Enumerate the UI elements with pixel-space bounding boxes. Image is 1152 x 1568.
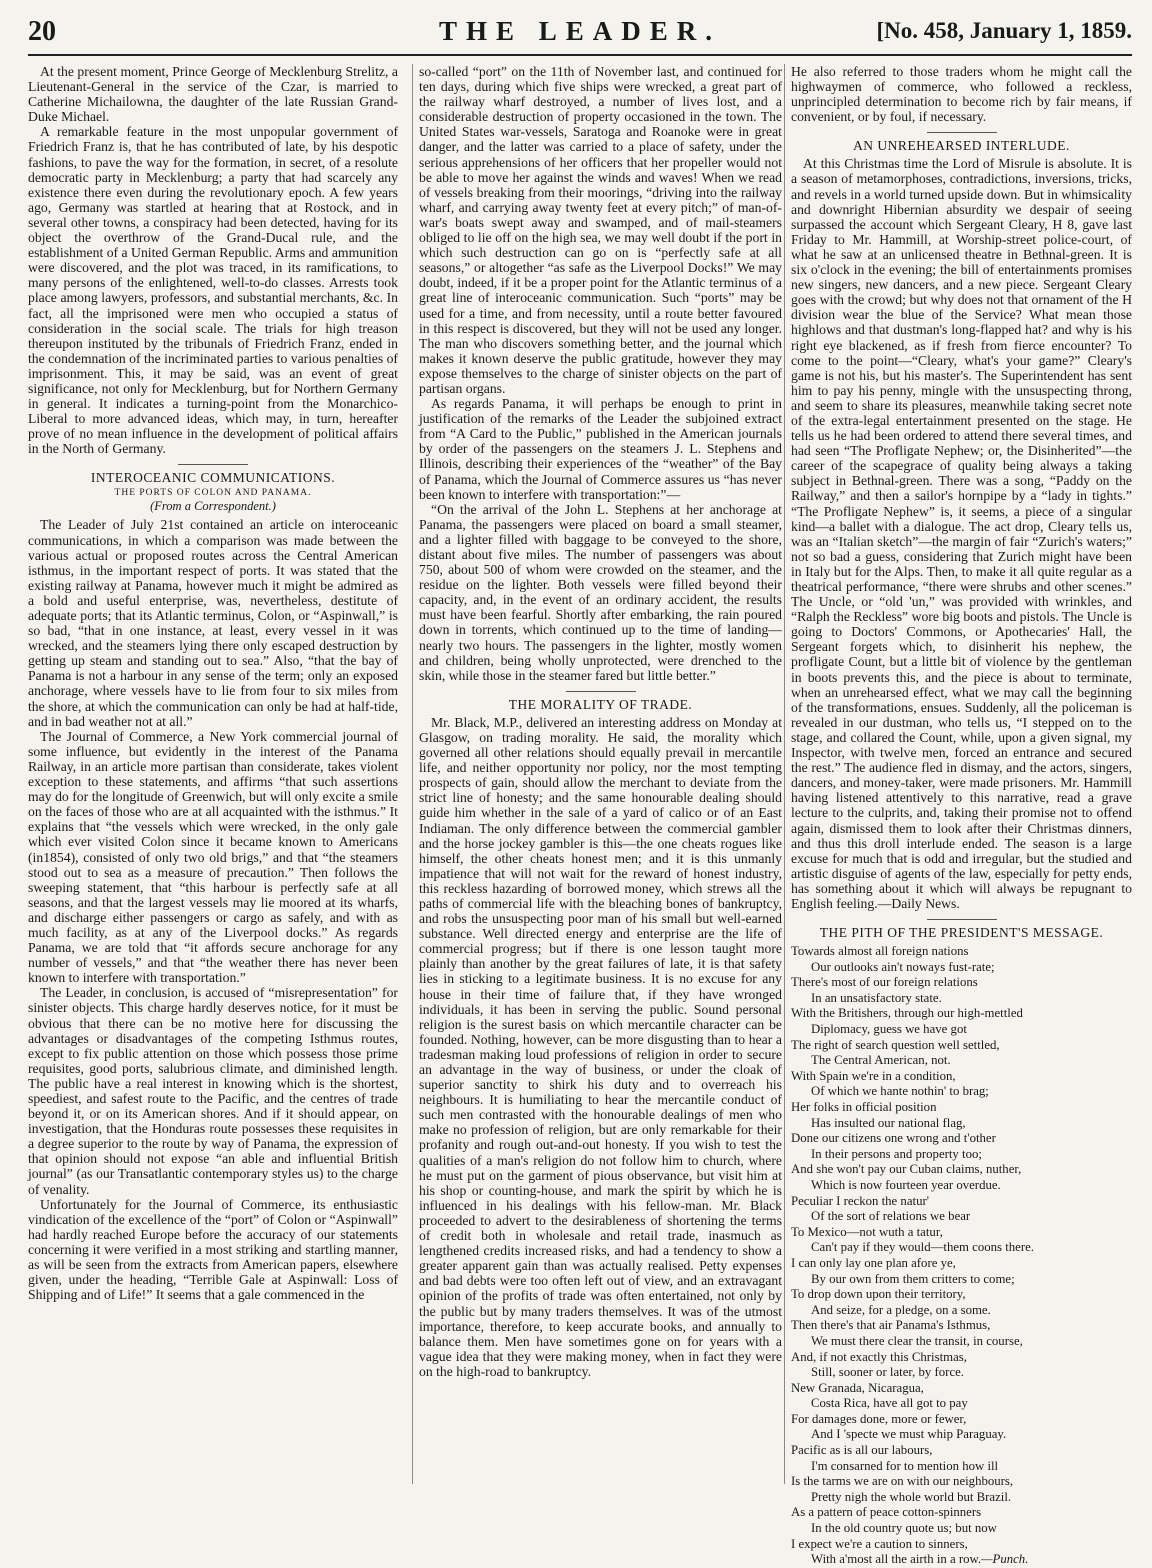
poem-line: New Granada, Nicaragua, — [791, 1380, 924, 1395]
mecklenburg-paragraph-1: At the present moment, Prince George of Mecklenburg Strelitz, a Lieutenant-General in the service of the Czar, is married to Catherine Michailowna, the daughter of the late Russian Grand-Duke Michael. — [28, 64, 398, 125]
section-divider — [566, 691, 636, 692]
page-number: 20 — [28, 16, 56, 47]
interlude-paragraph: At this Christmas time the Lord of Misrule is absolute. It is a season of metamorphoses, contradictions, inversions, tricks, and revels in a world turned upside down. But in whimsicality and downright Hibernian absurdity we despair of seeing surpassed the account which Sergeant Cleary, H 8, gave last Friday to Mr. Hammill, at Worship-street police-court, of what he saw at an unlicensed theatre in Bethnal-green. It is six o'clock in the evening; the bill of entertainments promises new singers, new dancers, and a new piece. Sergeant Cleary goes with the crowd; but why does not that ornament of the H division wear the blue of the Service? What mean those highlows and that dustman's long-flapped hat? and why is his right eye blackened, as if fresh from fierce encounter? To come to the point—“Cleary, what's your game?” Cleary's game is not his, but his master's. The Superintendent has sent him to pay his penny, mingle with the unsuspecting throng, and seem to share its pleasures, meanwhile taking secret note of the extra-legal entertainment presented on the stage. He tells us he had been ordered to attend there several times, and had seen “The Profligate Nephew; or, the Disinherited”—the career of the scapegrace of quality being always a taking subject in Bethnal-green. There was a song, “Paddy on the Railway,” and then a sailor's hornpipe by a “lady in tights.” “The Profligate Nephew” is, it seems, a piece of a singular kind—a ballet with a dialogue. The act drop, Cleary tells us, was an “Italian sketch”—the margin of fair “Zurich's waters;” not so bad a guess, considering that Zurich might have been in Italy but for the Alps. Then, to make it all quite regular as a theatrical performance, “there were shrubs and other scenes.” The Uncle, or “old 'un,” was provided with wrinkles, and “Ralph the Reckless” wore big boots and pistols. The Uncle is going to Doctors' Commons, or Apothecaries' Hall, the Sergeant forgets which, to disinherit his nephew, the profligate Count, but a little bit of violence by the gentleman in boots prevents this, and the piece is about to terminate, when an unrehearsed effect, what we may call the beginning of the transformations, ensues. Suddenly, all the policeman is revealed in our dustman, who tells us, “I stepped on to the stage, and collared the Count, while, upon a given signal, my Inspector, with twelve men, forced an entrance and secured the rest.” The audience fled in dismay, and the actors, singers, dancers, and money-taker, were made prisoners. Mr. Hammill having listened attentively to this narrative, read a grave lecture to the culprits, and, taking their promise not to offend again, dismissed them to look after their Christmas dinners, and thus this droll interlude ended. The season is a large excuse for much that is odd and irregular, but the studied and artistic disguise of agents of the law, especially for petty ends, has something about it which will always be repugnant to English feeling.—Daily News. — [791, 156, 1132, 911]
poem-line: Towards almost all foreign nations — [791, 944, 969, 959]
column-1 — [28, 64, 398, 1484]
poem-line: Costa Rica, have all got to pay — [811, 1396, 968, 1411]
poem-line: Diplomacy, guess we have got — [811, 1022, 967, 1037]
poem-line: I'm consarned for to mention how ill — [811, 1458, 999, 1473]
poem-line: Is the tarms we are on with our neighbours, — [791, 1474, 1014, 1489]
poem-line: The right of search question well settled, — [791, 1037, 1000, 1052]
section-divider — [927, 919, 997, 920]
interoceanic-paragraph-4: Unfortunately for the Journal of Commerce, its enthusiastic vindication of the excellence of the “port” of Colon or “Aspinwall” had hardly reached Europe before the accuracy of our statements concerning it were verified in a most striking and startling manner, as will be seen from the extracts from American papers, elsewhere given, under the heading, “Terrible Gale at Aspinwall: Loss of Shipping and of Life!” It seems that a gale commenced in the — [28, 1196, 398, 1303]
section-divider — [927, 132, 997, 133]
interoceanic-byline: (From a Correspondent.) — [150, 499, 276, 514]
interoceanic-paragraph-1: The Leader of July 21st contained an article on interoceanic communications, in which a comparison was made between the various actual or proposed routes across the Central American isthmus, in the important respect of ports. It was stated that the existing railway at Panama, however much it might be admired as a bold and useful enterprise, was, nevertheless, destitute of adequate ports; that its Atlantic terminus, Colon, or “Aspinwall,” is so bad, “that in one instance, at least, every vessel in it was wrecked, and the steamers lying there only escaped destruction by getting up steam and standing out to sea.” Also, “that the bay of Panama is not a harbour in any sense of the term; only an exposed anchorage, where vessels have to lie from four to six miles from the shore, at which the communication can only be had at half-tide, and in bad weather not at all.” — [28, 517, 398, 729]
section-divider — [178, 464, 248, 465]
passenger-card-quote: “On the arrival of the John L. Stephens at her anchorage at Panama, the passengers were placed on board a small steamer, and a lighter filled with baggage to be conveyed to the shore, distant about five miles. The number of passengers was about 750, about 500 of whom were crowded on the steamer, and the residue on the lighter. Both vessels were filled beyond their capacity, and, in the event of an ordinary accident, the results must have been fearful. Shortly after embarking, the rain poured down in torrents, which continued up to the time of landing—nearly two hours. The passengers in the lighter, mostly women and children, being wholly unprotected, were drenched to the skin, while those in the steamer fared but little better.” — [419, 501, 782, 683]
interoceanic-paragraph-3: The Leader, in conclusion, is accused of “misrepresentation” for sinister objects. This charge hardly deserves notice, for it must be obvious that there can be no motive here for discussing the advantages or disadvantages of the competing Isthmus routes, except to fix public attention on those which possess those prime requisites, good ports, salubrious climate, and diminished length. The public have a real interest in knowing which is the shortest, speediest, and safest route to the Pacific, and the centres of trade beyond it, or on its American shores. And if it should appear, on investigation, that the Honduras route possesses these requisites in a degree superior to the route by way of Panama, the expression of that opinion should not expose “an able and influential British journal” (as our Transatlantic contemporary styles us) to the charge of venality. — [28, 985, 398, 1197]
poem-line: I can only lay one plan afore ye, — [791, 1255, 956, 1270]
morality-heading: THE MORALITY OF TRADE. — [508, 696, 693, 712]
poem-line: To Mexico—not wuth a tatur, — [791, 1224, 943, 1239]
issue-date: [No. 458, January 1, 1859. — [876, 18, 1132, 43]
poem-line: And seize, for a pledge, on a some. — [811, 1302, 991, 1317]
poem-line: By our own from them critters to come; — [811, 1271, 1015, 1286]
poem-attribution: —Punch. — [981, 1552, 1029, 1567]
president-message-heading: THE PITH OF THE PRESIDENT'S MESSAGE. — [819, 925, 1104, 941]
poem-line: Her folks in official position — [791, 1100, 937, 1114]
poem-line: Our outlooks ain't noways fust-rate; — [811, 959, 995, 974]
morality-paragraph: Mr. Black, M.P., delivered an interesting address on Monday at Glasgow, on trading morality. He said, the morality which governed all other relations should equally prevail in mercantile life, and neither opportunity nor policy, nor the most tempting prospects of gain, should allow the merchant to deviate from the strict line of honesty; and the same honourable dealing should guide him whether in the sale of a yard of calico or of an East Indiaman. The only difference between the commercial gambler and the horse jockey gambler is this—the one cheats rogues like himself, the other cheats honest men; and it is this unmanly impatience that will not wait for the reward of honest industry, this reckless hazarding of borrowed money, which strews all the paths of commercial life with the bleaching bones of bankruptcy, and robs the unsuspecting poor man of his small but well-earned substance. Well directed energy and enterprise are the life of commercial progress; but if there is one lesson taught more plainly than another by the great failures of late, it is that safety lies in sticking to a legitimate business. It is no excuse for any house in their time of failure that, if they have wronged individuals, it has been in serving the public. Sound personal religion is the surest basis on which mercantile character can be founded. Nothing, however, can be more disgusting than to hear a tradesman making loud professions of religion in order to secure an advantage in the way of business, or under the cloak of superior sanctity to shirk his duty and to overreach his neighbours. It is humiliating to hear the mercantile conduct of such men contrasted with the honourable dealings of men who make no profession of religion, but are only remarkable for their profanity and rough out-and-out honesty. If you wish to test the qualities of a man's religion do not follow him to church, where he must put on the garment of pious observance, but visit him at his shop or counting-house, and mark the spirit by which he is influenced in his dealings with his fellow-man. Mr. Black proceeded to advert to the desirableness of shortening the terms of credit both in wholesale and retail trade, inasmuch as lengthened credits increased risks, and had a tendency to show a greater apparent gain than was actually realised. Petty expenses and bad debts were too often left out of view, and an extravagant opinion of the profits of trade was often entertained, not only by the public but by many traders themselves. It was of the utmost importance, therefore, to keep accurate books, and annually to balance them. Men have sometimes gone on for years with a vague idea that they were making money, when in fact they were on the high-road to bankruptcy. — [419, 714, 782, 1379]
interoceanic-heading: INTEROCEANIC COMMUNICATIONS. — [90, 470, 336, 486]
poem-line: Has insulted our national flag, — [811, 1115, 966, 1130]
poem-line: For damages done, more or fewer, — [791, 1411, 967, 1426]
poem-line: In an unsatisfactory state. — [811, 990, 942, 1005]
poem-line: We must there clear the transit, in course, — [811, 1333, 1023, 1348]
poem-line: In the old country quote us; but now — [811, 1521, 997, 1536]
poem-line: The Central American, not. — [811, 1053, 951, 1068]
interoceanic-paragraph-5: so-called “port” on the 11th of November last, and continued for ten days, during which five ships were wrecked, a great part of the railway wharf destroyed, a number of lives lost, and a considerable destruction of property occasioned in the town. The United States war-vessels, Saratoga and Roanoke were in great danger, and the latter was carried to a place of safety, under the serious apprehensions of her officers that her propeller would not be able to move her against the winds and waves! When we read of vessels breaking from their moorings, “driving into the railway wharf, and carrying away twenty feet at every pitch;” of man-of-war's boats swept away and swamped, and of mail-steamers obliged to lie off on the high sea, we may well doubt if the port in which such destruction can go on is “perfectly safe at all seasons,” or altogether “as safe as the Liverpool Docks!” We may doubt, indeed, if it be a proper point for the Atlantic terminus of a great line of interoceanic communication. Such “ports” may be used for a time, and from necessity, until a route better favoured in this respect is discovered, but they will not be used any longer. The man who discovers something better, and the journal which makes it known deserve the public gratitude, however they may expose themselves to the charge of sinister objects on the part of partisan organs. — [419, 64, 782, 396]
poem-line: Which is now fourteen year overdue. — [811, 1177, 1001, 1192]
interoceanic-paragraph-6: As regards Panama, it will perhaps be enough to print in justification of the remarks of the Leader the subjoined extract from “A Card to the Public,” published in the American journals by order of the passengers on the steamers J. L. Stephens and Illinois, describing their experiences of the “weather” of the Bay of Panama, which the Journal of Commerce assures us “has never been known to interfere with transportation:”— — [419, 396, 782, 502]
column-3 — [784, 64, 1132, 1567]
poem-line: Done our citizens one wrong and t'other — [791, 1131, 996, 1146]
poem-line: Of the sort of relations we bear — [811, 1209, 971, 1224]
poem-line: With a'most all the airth in a row.—Punch. — [811, 1552, 1029, 1567]
poem-line: Then there's that air Panama's Isthmus, — [791, 1318, 991, 1333]
poem-line: Peculiar I reckon the natur' — [791, 1193, 930, 1208]
poem-line: I expect we're a caution to sinners, — [791, 1536, 968, 1551]
column-2 — [412, 64, 782, 1484]
poem-line: Of which we hante nothin' to brag; — [811, 1084, 989, 1099]
poem-line: Pacific as is all our labours, — [791, 1443, 933, 1458]
interoceanic-paragraph-2: The Journal of Commerce, a New York commercial journal of some influence, but evidently in the interest of the Panama Railway, in an article more partisan than considerate, takes violent exception to these statements, and affirms “that such assertions may do for the longitude of Greenwich, but will only excite a smile on the faces of those who are at all acquainted with the isthmus.” It explains that “the vessels which were wrecked, in the only gale which ever visited Colon since it became known to Americans (in1854), consisted of only two old brigs,” and that “the steamers stood out to sea as a measure of precaution.” Then follows the sweeping statement, that “this harbour is perfectly safe at all seasons, and that the largest vessels may lie moored at its wharfs, and discharge either passengers or cargo as safely, and with as much facility, as at any of the Liverpool docks.” As regards Panama, we are told that “it affords secure anchorage for any number of vessels,” and that “the weather there has never been known to interfere with transportation.” — [28, 728, 398, 986]
poem-line: As a pattern of peace cotton-spinners — [791, 1505, 982, 1520]
interlude-heading: AN UNREHEARSED INTERLUDE. — [853, 138, 1070, 154]
poem-line: With the Britishers, through our high-mettled — [791, 1006, 1023, 1021]
poem-line: And, if not exactly this Christmas, — [791, 1349, 967, 1364]
poem-line: With Spain we're in a condition, — [791, 1068, 956, 1083]
poem — [791, 944, 1132, 1568]
newspaper-title: THE LEADER. — [438, 16, 722, 46]
morality-paragraph-end: He also referred to those traders whom he might call the highwaymen of commerce, who followed a reckless, unprincipled determination to become rich by fair means, if convenient, or by foul, if necessary. — [791, 64, 1132, 125]
article-columns — [28, 64, 1132, 1567]
poem-line: And she won't pay our Cuban claims, nuther, — [791, 1162, 1022, 1177]
mecklenburg-paragraph-2: A remarkable feature in the most unpopular government of Friedrich Franz is, that he has contributed of late, by his despotic fashions, to pave the way for the formation, in secret, of a resolute democratic party in Mecklenburg; a party that had scarcely any existence there even during the revolutionary epoch. A few years ago, Germany was startled at hearing that at Rostock, and in several other towns, a conspiracy had been detected, having for its object the overthrow of the Grand-Ducal rule, and the establishment of a United German Republic. Arms and ammunition were discovered, and the plot was traced, in its ramifications, to many persons of the enlightened, well-to-do classes. Arrests took place among lawyers, professors, and substantial merchants, &c. In fact, all the imprisoned were men who occupied a status of consideration in the social scale. The trials for high treason thereupon instituted by the tribunals of Friedrich Franz, ended in the condemnation of the incriminated parties to various penalties of imprisonment. This, it may be said, was an event of great significance, not only for Mecklenburg, but for Northern Germany in general. It indicates a turning-point from the Monarchico-Liberal to more advanced ideas, which may, in turn, hereafter prove of no mean influence in the development of political affairs in the North of Germany. — [28, 124, 398, 457]
poem-line: Pretty nigh the whole world but Brazil. — [811, 1489, 1012, 1504]
masthead — [28, 14, 1132, 56]
poem-line: In their persons and property too; — [811, 1146, 982, 1161]
poem-line: To drop down upon their territory, — [791, 1287, 966, 1302]
poem-line: Can't pay if they would—them coons there. — [811, 1240, 1035, 1255]
poem-line: And I 'specte we must whip Paraguay. — [811, 1427, 1007, 1442]
poem-line: There's most of our foreign relations — [791, 975, 978, 990]
interoceanic-subheading: THE PORTS OF COLON AND PANAMA. — [114, 488, 312, 499]
poem-line: Still, sooner or later, by force. — [811, 1365, 965, 1380]
